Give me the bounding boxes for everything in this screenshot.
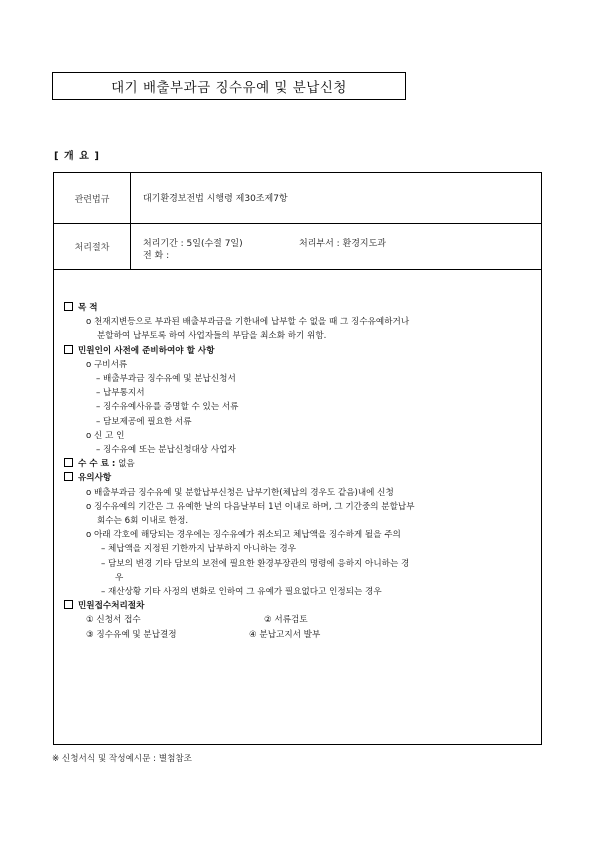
note-3-sub-2: – 담보의 변경 기타 담보의 보전에 필요한 환경부장관의 명령에 응하지 아니하는 경 (101, 558, 410, 569)
checkbox-square-icon (64, 472, 73, 481)
checkbox-square-icon (64, 345, 73, 354)
checkbox-square-icon (64, 458, 73, 467)
note-2-cont: 회수는 6회 이내로 한정. (97, 516, 189, 527)
note-3-sub-2-cont: 우 (115, 572, 124, 583)
note-3-sub-3: – 재산상황 기타 사정의 변화로 인하여 그 유예가 필요없다고 인정되는 경우 (101, 587, 382, 598)
procedure-step: ② 서류검토 (264, 615, 308, 626)
procedure-step: ④ 분납고지서 발부 (249, 629, 321, 640)
procedure-row (54, 223, 541, 270)
processing-department: 처리부서 : 환경지도과 (299, 239, 387, 249)
preparation-heading: 민원인이 사전에 준비하여야 할 사항 (64, 344, 534, 358)
documents-label: o 구비서류 (86, 359, 128, 370)
document-item: – 담보제공에 필요한 서류 (96, 416, 192, 427)
procedure-steps-row-2 (64, 628, 534, 642)
document-item: – 배출부과금 징수유예 및 분납신청서 (96, 374, 236, 385)
applicant-label: o 신 고 인 (86, 430, 125, 441)
note-3-sub-1: – 체납액을 지정된 기한까지 납부하지 아니하는 경우 (101, 544, 297, 555)
document-item: – 징수유예사유를 증명할 수 있는 서류 (96, 402, 239, 413)
page-title: 대기 배출부과금 징수유예 및 분납신청 (52, 72, 406, 100)
footer-note: ※ 신청서식 및 작성예시문 : 별첨참조 (52, 754, 192, 764)
document-item: – 납부통지서 (96, 388, 145, 399)
phone: 전 화 : (143, 251, 170, 261)
processing-period: 처리기간 : 5일(수절 7일) (143, 239, 243, 249)
checkbox-square-icon (64, 302, 73, 311)
notes-heading: 유의사항 (64, 471, 534, 485)
procedure-heading: 민원접수처리절차 (64, 599, 534, 613)
law-row (54, 173, 541, 224)
content-body (64, 301, 534, 642)
overview-frame (53, 172, 542, 745)
law-value: 대기환경보전법 시행령 제30조제7항 (143, 194, 288, 204)
applicant-item: – 징수유예 또는 분납신청대상 사업자 (96, 445, 236, 456)
law-label: 관련법규 (54, 173, 131, 223)
purpose-line-1: o 천재지변등으로 부과된 배출부과금을 기한내에 납부할 수 없을 때 그 징수유예하거나 (86, 317, 410, 328)
note-1: o 배출부과금 징수유예 및 분할납부신청은 납부기한(체납의 경우도 같음)내에 신청 (86, 487, 394, 498)
purpose-line-2: 분할하여 납부토록 하여 사업자들의 부담을 최소화 하기 위함. (97, 331, 327, 342)
procedure-step: ③ 징수유예 및 분납결정 (86, 629, 177, 640)
note-3: o 아래 각호에 해당되는 경우에는 징수유예가 취소되고 체납액을 징수하게 될을 주의 (86, 530, 401, 541)
overview-heading: [ 개 요 ] (54, 151, 100, 162)
procedure-step: ① 신청서 접수 (86, 615, 141, 626)
procedure-label: 처리절차 (54, 223, 131, 269)
procedure-steps-row-1 (64, 613, 534, 627)
fee-line: 수 수 료 : 없음 (64, 457, 534, 471)
checkbox-square-icon (64, 600, 73, 609)
note-2: o 징수유예의 기간은 그 유예한 날의 다음날부터 1년 이내로 하며, 그 기간중의 분할납부 (86, 501, 415, 512)
purpose-heading: 목 적 (64, 301, 534, 315)
